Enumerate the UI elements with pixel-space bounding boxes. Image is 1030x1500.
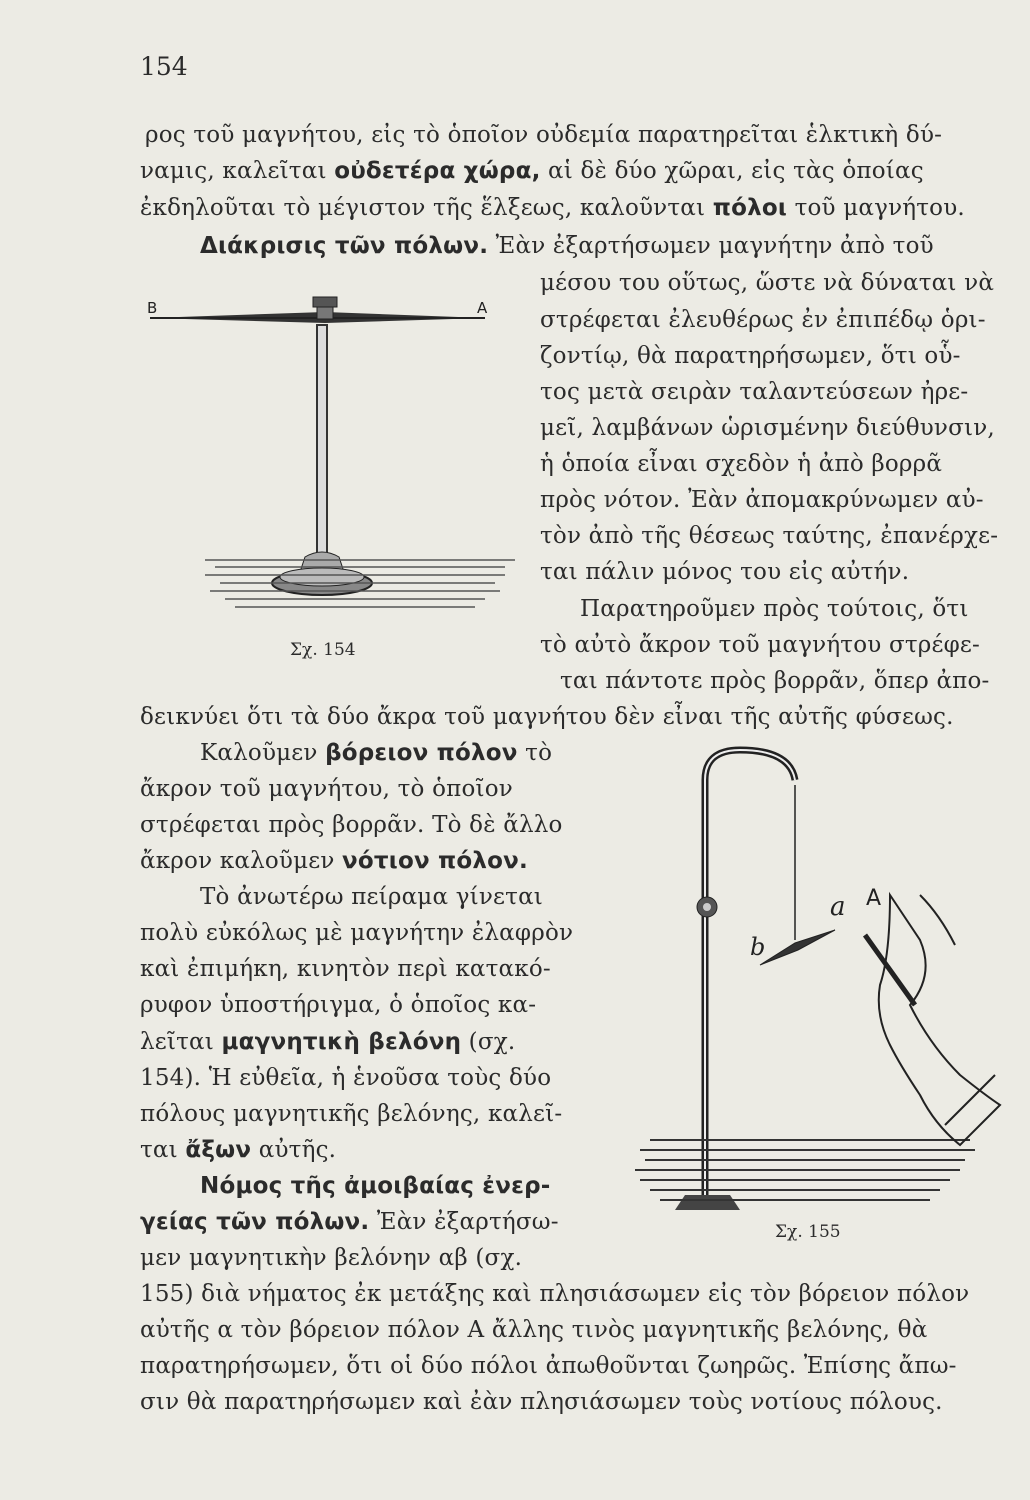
pole-label-b: B — [147, 299, 158, 317]
text-line: στρέφεται πρὸς βορρᾶν. Τὸ δὲ ἄλλο — [140, 812, 563, 838]
text-line: πόλους μαγνητικῆς βελόνης, καλεῖ- — [140, 1101, 563, 1127]
text-line: ται ἄξων αὐτῆς. — [140, 1137, 337, 1163]
page-number: 154 — [140, 52, 188, 81]
text-line: ἄκρον τοῦ μαγνήτου, τὸ ὁποῖον — [140, 776, 513, 802]
text-line: μέσου του οὕτως, ὥστε νὰ δύναται νὰ — [540, 270, 995, 296]
bold-term: μαγνητικὴ βελόνη — [221, 1029, 462, 1055]
text-line: σιν θὰ παρατηρήσωμεν καὶ ἐὰν πλησιάσωμεν τοὺς νοτίους πόλους. — [140, 1389, 943, 1415]
text-line: ται πάλιν μόνος του εἰς αὐτήν. — [540, 559, 910, 585]
label-A-large: A — [866, 886, 882, 911]
figure-154-compass-needle — [145, 285, 515, 645]
text-line: ἐκδηλοῦται τὸ μέγιστον τῆς ἕλξεως, καλοῦνται πόλοι τοῦ μαγνήτου. — [140, 195, 965, 221]
text-line: αὐτῆς α τὸν βόρειον πόλον Α ἄλλης τινὸς μαγνητικῆς βελόνης, θὰ — [140, 1317, 928, 1343]
pole-label-a: A — [477, 299, 488, 317]
text-line: 154). Ἡ εὐθεῖα, ἡ ἑνοῦσα τοὺς δύο — [140, 1065, 552, 1091]
bold-term: βόρειον πόλον — [325, 740, 518, 766]
text-line: ρυφον ὑποστήριγμα, ὁ ὁποῖος κα- — [140, 992, 537, 1018]
section-heading: Νόμος τῆς ἀμοιβαίας ἐνερ- — [200, 1173, 551, 1199]
text-line: τὸν ἀπὸ τῆς θέσεως ταύτης, ἐπανέρχε- — [540, 523, 999, 549]
text-line: πολὺ εὐκόλως μὲ μαγνήτην ἐλαφρὸν — [140, 920, 574, 946]
text-line: Καλοῦμεν βόρειον πόλον τὸ — [200, 740, 553, 766]
section-heading-line — [200, 1173, 551, 1199]
figure-155-caption: Σχ. 155 — [775, 1222, 841, 1242]
text-line: μεν μαγνητικὴν βελόνην αβ (σχ. — [140, 1245, 523, 1271]
hand-needle — [865, 935, 915, 1005]
text-line: στρέφεται ἐλευθέρως ἐν ἐπιπέδῳ ὁρι- — [540, 307, 986, 333]
label-b-small: b — [750, 933, 766, 961]
figure-155-repulsion-experiment — [590, 745, 1020, 1215]
text-line: ζοντίῳ, θὰ παρατηρήσωμεν, ὅτι οὗ- — [540, 343, 961, 369]
text-line: ρος τοῦ μαγνήτου, εἰς τὸ ὁποῖον οὐδεμία παρατηρεῖται ἑλκτικὴ δύ- — [145, 122, 943, 148]
text-line: τος μετὰ σειρὰν ταλαντεύσεων ἠρε- — [540, 379, 969, 405]
bold-term: ἄξων — [185, 1137, 252, 1163]
text-line: μεῖ, λαμβάνων ὡρισμένην διεύθυνσιν, — [540, 415, 995, 441]
text-line: καὶ ἐπιμήκη, κινητὸν περὶ κατακό- — [140, 956, 551, 982]
text-line: δεικνύει ὅτι τὰ δύο ἄκρα τοῦ μαγνήτου δὲν εἶναι τῆς αὐτῆς φύσεως. — [140, 704, 954, 730]
text-line: τὸ αὐτὸ ἄκρον τοῦ μαγνήτου στρέφε- — [540, 632, 981, 658]
section-heading-line: γείας τῶν πόλων. Ἐὰν ἐξαρτήσω- — [140, 1209, 559, 1235]
table-surface — [205, 560, 515, 607]
stand-post — [317, 325, 327, 555]
text-line: ἄκρον καλοῦμεν νότιον πόλον. — [140, 848, 528, 874]
text-line: ἡ ὁποία εἶναι σχεδὸν ἡ ἀπὸ βορρᾶ — [540, 451, 943, 477]
bold-term: οὐδετέρα χώρα, — [334, 158, 541, 184]
text-line: παρατηρήσωμεν, ὅτι οἱ δύο πόλοι ἀπωθοῦνται ζωηρῶς. Ἐπίσης ἄπω- — [140, 1353, 957, 1379]
stand-base — [675, 1195, 740, 1210]
bold-term: νότιον πόλον. — [342, 848, 528, 874]
text-line: Τὸ ἀνωτέρω πείραμα γίνεται — [200, 884, 544, 910]
section-heading: Διάκρισις τῶν πόλων. — [200, 233, 489, 259]
suspended-needle — [760, 930, 835, 965]
table-hatching — [635, 1140, 975, 1200]
label-a-small: a — [830, 892, 846, 922]
text-line: 155) διὰ νήματος ἐκ μετάξης καὶ πλησιάσωμεν εἰς τὸν βόρειον πόλον — [140, 1281, 970, 1307]
figure-154-caption: Σχ. 154 — [290, 640, 356, 660]
text-line: Παρατηροῦμεν πρὸς τούτοις, ὅτι — [580, 596, 969, 622]
text-line: ναμις, καλεῖται οὐδετέρα χώρα, αἱ δὲ δύο χῶραι, εἰς τὰς ὁποίας — [140, 158, 924, 184]
hand — [879, 895, 1000, 1145]
text-line: λεῖται μαγνητικὴ βελόνη (σχ. — [140, 1029, 516, 1055]
text-line: ται πάντοτε πρὸς βορρᾶν, ὅπερ ἀπο- — [560, 668, 990, 694]
needle-pivot-cap — [313, 297, 337, 307]
section-heading-line: Διάκρισις τῶν πόλων. Ἐὰν ἐξαρτήσωμεν μαγνήτην ἀπὸ τοῦ — [200, 233, 934, 259]
text-line: πρὸς νότον. Ἐὰν ἀπομακρύνωμεν αὐ- — [540, 487, 984, 513]
section-heading: γείας τῶν πόλων. — [140, 1209, 370, 1235]
bold-term: πόλοι — [712, 195, 788, 221]
stand-rod — [705, 750, 795, 1195]
